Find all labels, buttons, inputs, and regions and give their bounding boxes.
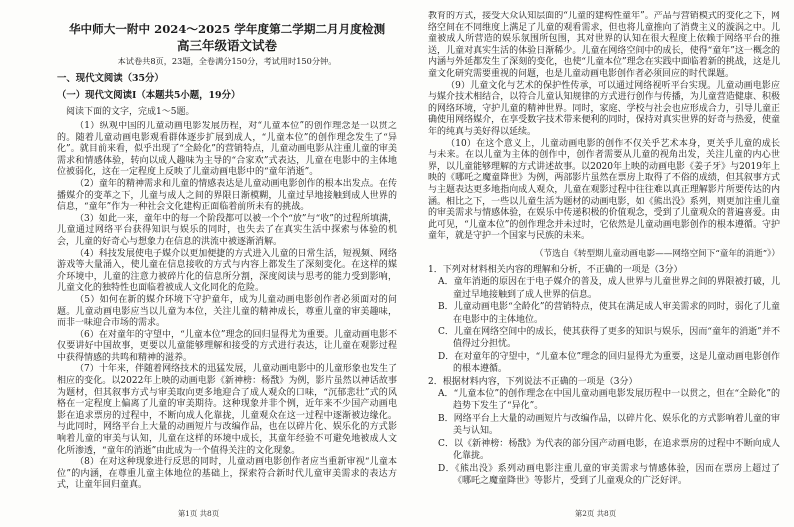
question-option-d: D．在对童年的守望中，“儿童本位”理念的回归显得尤为重要，这是儿童动画电影创作的根本遵循。	[438, 351, 780, 375]
question-1	[428, 264, 780, 376]
reading-passage-part-1	[57, 121, 397, 501]
question-option-c: C．以《新神榜：杨戬》为代表的部分国产动画电影，在追求票房的过程中不断向成人化靠拢。	[438, 438, 780, 462]
question-option-a: A．“儿童本位”的创作理念在中国儿童动画电影发展历程中一以贯之，但在“全龄化”的趋势下发生了“异化”。	[438, 389, 780, 412]
reading-passage-part-2	[428, 11, 780, 247]
reading-instruction: 阅读下面的文字，完成1～5题。	[66, 107, 195, 117]
page-number-1: 第1页 共8页	[177, 509, 220, 518]
passage-paragraph-6: （6）在对童年的守望中，“儿童本位”理念的回归显得尤为重要。儿童动画电影不仅要讲好中国故事，更要以儿童能够理解和接受的方式进行表达，让儿童在观影过程中获得情感的共鸣和精神的滋养。	[57, 329, 397, 363]
section-title: 一、现代文阅读（35分）	[57, 73, 164, 84]
section-subtitle: （一）现代文阅读Ⅰ（本题共5小题，19分）	[57, 90, 241, 101]
passage-paragraph-10: （10）在这个意义上，儿童动画电影的创作不仅关乎艺术本身，更关乎儿童的成长与未来。在以儿童为主体的创作中，创作者需要从儿童的视角出发，关注儿童的内心世界，以儿童能够理解的方式讲述故事。以2020年上映的动画电影《姜子牙》与2019年上映的《哪吒之魔童降世》为例，两部影片虽然在票房上取得了不俗的成绩，但其叙事方式与主题表达更多地指向成人观众，儿童在观影过程中往往难以真正理解影片所要传达的内涵。相比之下，一些以儿童生活为题材的动画电影，如《熊出没》系列，则更加注重儿童的审美需求与情感体验，在娱乐中传递积极的价值观念，受到了儿童观众的普遍喜爱。由此可见，“儿童本位”的创作理念并未过时，它依然是儿童动画电影创作的根本遵循。守护童年，就是守护一个国家与民族的未来。	[428, 138, 780, 242]
exam-subject-title: 高三年级语文试卷	[176, 38, 277, 53]
question-stem: 1．下列对材料相关内容的理解和分析，不正确的一项是（3分）	[428, 265, 683, 275]
question-stem: 2．根据材料内容，下列说法不正确的一项是（3分）	[428, 376, 638, 387]
exam-info-line: 本试卷共8页，23题，全卷满分150分，考试用时150分钟。	[117, 56, 337, 66]
passage-paragraph-1: （1）纵观中国的儿童动画电影发展历程，对“儿童本位”的创作理念是一以贯之的。随着儿童动画电影观看群体逐步扩展到成人，“儿童本位”的创作理念发生了“异化”。就目前来看，似乎出现了“全龄化”的营销特点，儿童动画电影从注重儿童的审美需求和情感体验，转向以成人趣味为主导的“合家欢”式表达，儿童在电影中的主体地位被弱化，这在一定程度上反映了儿童动画电影中的“童年消逝”。	[57, 121, 397, 178]
page-number-2: 第2页 共8页	[574, 509, 617, 518]
page-2	[397, 0, 794, 527]
passage-paragraph-4: （4）科技发展使电子媒介以更加便捷的方式进入儿童的日常生活，短视频、网络游戏等大量涌入，使儿童在信息接收的方式与内容上都发生了深刻变化。在这样的媒介环境中，儿童的注意力被碎片化的信息所分割，深度阅读与思考的能力受到影响，儿童文化的独特性也面临着被成人文化同化的危险。	[57, 248, 397, 294]
passage-paragraph-9: （9）儿童文化与艺术的保护性传承，可以通过网络视听平台实现。儿童动画电影应与媒介技术相结合，以符合儿童认知规律的方式进行创作与传播，为儿童营造健康、积极的网络环境，守护儿童的精神世界。同时，家庭、学校与社会也应形成合力，引导儿童正确使用网络媒介，在享受数字技术带来便利的同时，保持对真实世界的好奇与热爱，使童年的纯真与美好得以延续。	[428, 80, 780, 137]
passage-paragraph-5: （5）如何在新的媒介环境下守护童年，成为儿童动画电影创作者必须面对的问题。儿童动画电影应当以儿童为本位，关注儿童的精神成长，尊重儿童的审美趣味，而非一味迎合市场的需求。	[57, 294, 397, 329]
passage-paragraph-7: （7）十年来，伴随着网络技术的迅猛发展，儿童动画电影中的儿童形象也发生了相应的变化。以2022年上映的动画电影《新神榜：杨戬》为例，影片虽然以神话故事为题材，但其叙事方式与审美取向更多地迎合了成人观众的口味，“沉郁悲壮”式的风格在一定程度上偏离了儿童的审美期待。这种现象并非个例，近年来不少国产动画电影在追求票房的过程中，不断向成人化靠拢，儿童观众在这一过程中逐渐被边缘化。与此同时，网络平台上大量的动画短片与改编作品，也在以碎片化、娱乐化的方式影响着儿童的审美与认知，儿童在这样的环境中成长，其童年经验不可避免地被成人文化所渗透，“童年的消逝”由此成为一个值得关注的文化现象。	[57, 364, 397, 456]
question-option-b: B．儿童动画电影“全龄化”的营销特点，使其在满足成人审美需求的同时，弱化了儿童在电影中的主体地位。	[438, 302, 780, 325]
exam-header-title: 华中师大一附中 2024～2025 学年度第二学期二月月度检测	[68, 22, 386, 36]
passage-paragraph-8: （8）在对这种现象进行反思的同时，儿童动画电影创作者应当重新审视“儿童本位”的内涵，在尊重儿童主体地位的基础上，探索符合新时代儿童审美需求的表达方式，让童年回归童真。	[57, 457, 397, 491]
passage-source-note: （节选自《转型期儿童动画电影——网络空间下“童年的消逝”》）	[534, 249, 780, 259]
question-option-c: C．儿童在网络空间中的成长，使其获得了更多的知识与娱乐，因而“童年的消逝”并不值得过分担忧。	[438, 327, 780, 350]
question-option-d: D．《熊出没》系列动画电影注重儿童的审美需求与情感体验，因而在票房上超过了《哪吒之魔童降世》等影片，受到了儿童观众的广泛好评。	[438, 463, 780, 486]
passage-continuation: 教育的方式，接受大众认知层面的“儿童的建构性童年”。产品与营销模式的变化之下，网络空间在不同维度上满足了儿童的观看需求，但也将儿童推向了消费主义的漩涡之中。儿童被成人所营造的娱乐氛围所包围，其对世界的认知在很大程度上依赖于网络平台的推送，儿童对真实生活的体验日渐稀少。儿童在网络空间中的成长，使得“童年”这一概念的内涵与外延都发生了深刻的变化，也使“儿童本位”理念在实践中面临着新的挑战，这是儿童文化研究需要重视的问题，也是儿童动画电影创作者必须回应的时代课题。	[428, 11, 780, 79]
question-list	[428, 264, 780, 502]
question-option-a: A．童年消逝的原因在于电子媒介的普及，成人世界与儿童世界之间的界限被打破，儿童过早地接触到了成人世界的信息。	[438, 277, 780, 300]
question-option-b: B．网络平台上大量的动画短片与改编作品，以碎片化、娱乐化的方式影响着儿童的审美与认知。	[438, 413, 780, 437]
question-2	[428, 376, 780, 488]
passage-paragraph-3: （3）如此一来，童年中的每一个阶段都可以被一个个“放”与“收”的过程所填满，儿童通过网络平台获得知识与娱乐的同时，也失去了在真实生活中探索与体验的机会，儿童的好奇心与想象力在信息的洪流中被逐渐消解。	[57, 213, 397, 247]
passage-paragraph-2: （2）童年的精神需求和儿童的情感表达是儿童动画电影创作的根本出发点。在传播媒介的变革之下，儿童与成人之间的界限日渐模糊，儿童过早地接触到成人世界的信息，“童年”作为一种社会文化建构正面临着前所未有的挑战。	[57, 178, 397, 213]
